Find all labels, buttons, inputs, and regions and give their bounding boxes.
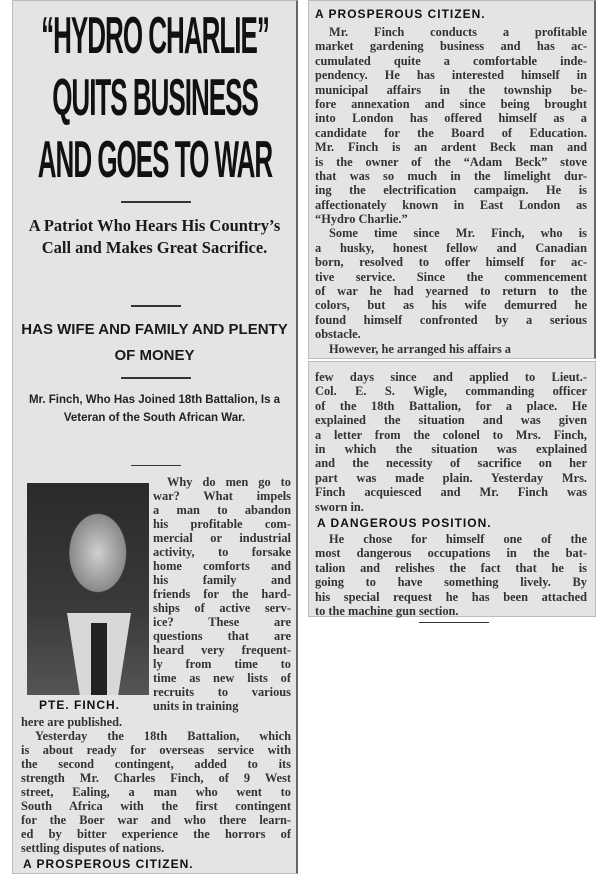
text-line: strength Mr. Charles Finch, of 9 West [21,771,291,785]
text-line: Yesterday the 18th Battalion, which [35,729,291,743]
text-line: going to have something lively. By [315,575,587,590]
text-line: fore annexation and since being brought [315,96,587,111]
body-text [21,715,291,855]
left-column [12,0,298,874]
text-line: Mr. Finch is an ardent Beck man and [315,140,587,155]
divider [131,465,181,466]
subheadline: A Patriot Who Hears His Country’s Call and Makes Great Sacrifice. [28,216,281,257]
text-line: a man to abandon [153,503,291,517]
text-line: to the machine gun section. [315,603,459,618]
text-line: a husky, honest fellow and Canadian [315,240,587,255]
text-line: affectionately known in East London as [315,197,587,212]
section-heading: A PROSPEROUS CITIZEN. [315,7,486,21]
text-line: here are published. [21,715,123,729]
body-text [315,25,587,356]
text-line: of the 18th Battalion, for a place. He [315,398,587,413]
section-heading: A PROSPEROUS CITIZEN. [23,857,194,871]
text-line: settling disputes of nations. [21,841,165,855]
text-line: Some time since Mr. Finch, who is [329,226,587,241]
text-line: ice? These are [153,615,291,629]
text-line: for the Boer war and who there learn- [21,813,291,827]
text-line: “Hydro Charlie.” [315,212,408,227]
text-line: ly from time to [153,657,291,671]
text-line: He chose for himself one of the [329,532,587,546]
right-top-column [308,0,596,359]
portrait-photo [27,483,149,695]
text-line: cumulated quite a comfortable inde- [315,53,587,68]
text-line: tive service. Since the commencement [315,269,587,284]
divider [419,622,489,623]
text-line: his profitable com- [153,517,291,531]
text-line: ships of active serv- [153,601,291,615]
text-line: explained the situation and was given [315,413,587,428]
text-line: his family and [153,573,291,587]
text-line: ing the electrification campaign. He is [315,183,587,198]
text-line: mercial or industrial [153,531,291,545]
subheadline-2: HAS WIFE AND FAMILY AND PLENTY OF MONEY [21,321,288,364]
text-line: municipal affairs in the township be- [315,82,587,97]
text-line: part was made plain. Yesterday Mrs. [315,470,587,485]
divider [121,377,191,379]
text-line: Mr. Finch conducts a profitable [329,25,587,39]
text-line: into London has offered himself as a [315,111,587,126]
text-line: and the necessity of sacrifice on her [315,456,587,471]
text-line: in which the situation was explained [315,441,587,456]
text-line: the second contingent, added to its [21,757,291,771]
text-line: colors, but as his wife demurred he [315,298,587,313]
text-line: of war he had yearned to return to the [315,284,587,299]
photo-caption: PTE. FINCH. [39,698,121,712]
text-line: activity, to forsake [153,545,291,559]
text-line: few days since and applied to Lieut.- [315,370,587,384]
text-line: units in training [153,699,239,713]
text-line: most dangerous occupations in the bat- [315,546,587,561]
text-line: candidate for the Board of Education. [315,125,587,140]
text-line: South Africa with the first contingent [21,799,291,813]
right-bottom-column [308,361,596,617]
text-line: heard very frequent- [153,643,291,657]
text-line: questions that are [153,629,291,643]
text-line: friends for the hard- [153,587,291,601]
deck: Mr. Finch, Who Has Joined 18th Battalion, Is a Veteran of the South African War. [28,394,281,424]
text-line: a letter from the colonel to Mrs. Finch, [315,427,587,442]
divider [121,201,191,203]
headline-line-3: AND GOES TO WAR [37,129,273,189]
section-heading: A DANGEROUS POSITION. [317,516,492,530]
text-line: is the owner of the “Adam Beck” stove [315,154,587,169]
text-line: Finch acquiesced and Mr. Finch was [315,485,587,500]
text-line: talion and relishes the fact that he is [315,560,587,575]
body-text [315,532,587,618]
text-line: time as new lists of [153,671,291,685]
headline-line-2: QUITS BUSINESS [52,67,258,127]
text-line: market gardening business and has ac- [315,39,587,54]
body-text [315,370,587,514]
text-line: pendency. He has interested himself in [315,68,587,83]
text-line: street, Ealing, a man who went to [21,785,291,799]
divider [131,305,181,307]
text-line: However, he arranged his affairs a [329,341,511,356]
text-line: recruits to various [153,685,291,699]
text-line: ed by bitter experience the horrors of [21,827,291,841]
text-line: war? What impels [153,489,291,503]
text-line: born, resolved to offer himself for ac- [315,255,587,270]
headline-line-1: “HYDRO CHARLIE” [41,5,269,65]
text-line: home comforts and [153,559,291,573]
text-line: obstacle. [315,327,361,342]
text-line: Why do men go to [167,475,291,489]
text-line: his special request he has been attached [315,589,587,604]
text-line: Col. E. S. Wigle, commanding officer [315,384,587,399]
text-line: sworn in. [315,499,364,514]
wrap-text [153,475,291,713]
text-line: that was so much in the limelight dur- [315,168,587,183]
text-line: found himself confronted by a serious [315,312,587,327]
text-line: is about ready for overseas service with [21,743,291,757]
